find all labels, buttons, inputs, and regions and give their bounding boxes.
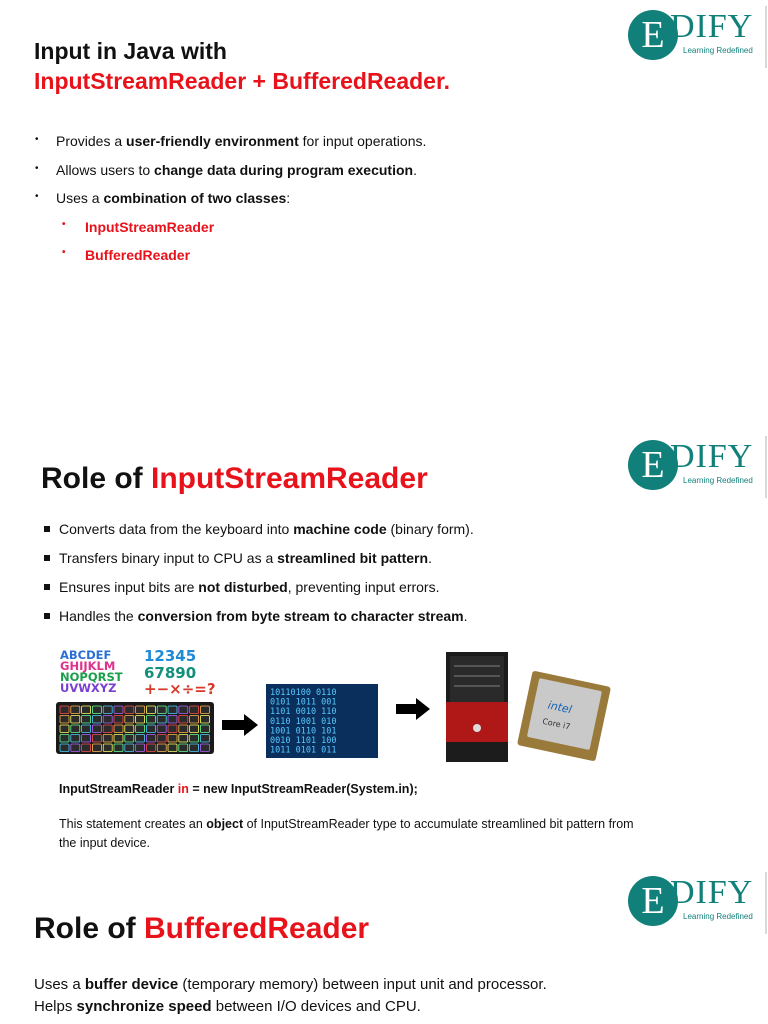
bullet-post: , preventing input errors. [287,579,440,595]
keyboard-key [146,744,155,752]
binary-row: 0110 1001 010 [270,716,337,727]
svg-text:ABCDEF: ABCDEF [60,648,112,662]
svg-text:12345: 12345 [144,647,197,665]
svg-text:NOPQRST: NOPQRST [60,670,123,684]
arrow-right-icon [396,698,430,720]
keyboard-key [92,744,101,752]
keyboard-key [60,716,69,724]
line-pre: Helps [34,998,77,1015]
line-bold: buffer device [84,976,179,993]
logo-tagline: Learning Redefined [683,476,753,485]
keyboard-key [136,744,145,752]
edify-logo [628,6,768,68]
input-flow-illustration [54,644,614,768]
cpu-brand: intel [546,698,573,717]
keyboard-key [114,735,123,743]
title-pre: Role of [34,912,144,945]
keyboard-key [60,706,69,714]
title-dot: . [443,68,451,94]
edify-logo [628,872,768,934]
keyboard-key [82,706,91,714]
bullet-post: : [286,190,291,206]
title-line-1: Input in Java with [34,38,227,64]
bullet-bold: conversion from byte stream to character stream [137,608,464,624]
computer-tower-icon [446,652,508,762]
keyboard-key [190,706,199,714]
bullet-dot: • [62,219,66,230]
rgb-keyboard-icon [56,702,214,754]
title-class: BufferedReader [144,912,370,945]
line-pre: Uses a [34,976,85,993]
binary-row: 1001 0110 101 [270,726,337,737]
keyboard-key [82,735,91,743]
keyboard-key [168,744,177,752]
keyboard-key [157,716,166,724]
alphabet-blocks-icon [60,648,123,695]
slide-title [34,36,450,96]
keyboard-key [114,744,123,752]
keyboard-key [103,735,112,743]
keyboard-key [125,716,134,724]
keyboard-key [71,725,80,733]
keyboard-key [114,716,123,724]
title-line-2 [34,66,450,96]
title-class: InputStreamReader [151,462,428,495]
binary-row: 10110100 0110 [270,688,337,698]
bullet-pre: Allows users to [56,162,155,178]
keyboard-key [60,735,69,743]
keyboard-key [103,725,112,733]
bullet-dot: • [62,247,66,258]
svg-text:GHIJKLM: GHIJKLM [60,659,116,673]
title-classes: InputStreamReader + BufferedReader [34,68,444,94]
keyboard-key [114,706,123,714]
keyboard-key [146,735,155,743]
bullet-dot: • [35,134,39,145]
svg-text:+−×÷=?: +−×÷=? [144,680,216,698]
keyboard-key [60,725,69,733]
keyboard-key [103,716,112,724]
line-post: between I/O devices and CPU. [211,998,421,1015]
keyboard-key [168,706,177,714]
keyboard-key [168,735,177,743]
logo-tagline: Learning Redefined [683,912,753,921]
logo-letter-e: E [628,440,678,490]
bullet-bold: not disturbed [198,579,288,595]
note-post: of InputStreamReader type to accumulate streamlined bit pattern from the input device. [59,817,634,850]
keyboard-key [146,716,155,724]
code-variable: in [177,782,189,796]
logo-tagline: Learning Redefined [683,46,753,55]
keyboard-key [179,744,188,752]
bullet-bold: change data during program execution [154,162,414,178]
keyboard-key [200,725,209,733]
bullet-bold: combination of two classes [103,190,287,206]
slide-title [41,462,428,496]
keyboard-key [92,725,101,733]
binary-row: 1011 0101 011 [270,745,337,756]
note-pre: This statement creates an [59,817,207,831]
slide-role-of-bufferedreader [0,866,768,1024]
title-pre: Role of [41,462,151,495]
keyboard-key [157,706,166,714]
keyboard-key [190,744,199,752]
bullet-dot: • [35,163,39,174]
svg-text:67890: 67890 [144,664,197,682]
logo-divider [765,872,767,934]
bullet-post: . [428,550,432,566]
keyboard-key [200,706,209,714]
bullet-post: . [463,608,468,624]
code-pre: InputStreamReader [59,782,178,796]
bullet-pre: Provides a [56,133,127,149]
bullet-pre: Uses a [56,190,104,206]
keyboard-key [92,716,101,724]
keyboard-key [103,706,112,714]
keyboard-key [146,725,155,733]
bullet-pre: Handles the [59,608,138,624]
body-line [34,998,421,1015]
sub-bullet-label: BufferedReader [85,247,191,263]
intel-cpu-icon [517,671,611,762]
svg-text:UVWXYZ: UVWXYZ [60,681,117,695]
bullet-bold: machine code [293,521,387,537]
bullet-pre: Converts data from the keyboard into [59,521,294,537]
numbers-blocks-icon [144,647,216,698]
keyboard-key [125,706,134,714]
keyboard-key [157,735,166,743]
slide-title [34,912,369,946]
square-bullet [44,555,50,561]
logo-divider [765,6,767,68]
keyboard-key [190,716,199,724]
keyboard-key [190,725,199,733]
body-line [34,976,547,993]
line-post: (temporary memory) between input unit and processor. [178,976,547,993]
keyboard-key [136,725,145,733]
bullet-bold: streamlined bit pattern [277,550,429,566]
line-bold: synchronize speed [76,998,212,1015]
keyboard-key [157,744,166,752]
keyboard-key [200,735,209,743]
keyboard-key [136,735,145,743]
keyboard-key [200,716,209,724]
bullet-post: . [413,162,417,178]
code-post: = new InputStreamReader(System.in); [188,782,418,796]
keyboard-key [92,706,101,714]
square-bullet [44,526,50,532]
logo-letter-e: E [628,10,678,60]
slide-role-of-inputstreamreader [0,432,768,864]
keyboard-key [71,744,80,752]
bullet-pre: Transfers binary input to CPU as a [59,550,278,566]
slide-input-in-java [0,0,768,430]
binary-code-screen-icon [266,684,378,758]
keyboard-key [136,716,145,724]
keyboard-key [125,725,134,733]
keyboard-key [190,735,199,743]
square-bullet [44,584,50,590]
keyboard-key [179,735,188,743]
keyboard-key [114,725,123,733]
binary-row: 1101 0010 110 [270,707,337,718]
keyboard-key [60,744,69,752]
keyboard-key [179,706,188,714]
keyboard-key [103,744,112,752]
edify-logo [628,436,768,498]
keyboard-key [200,744,209,752]
keyboard-key [146,706,155,714]
keyboard-key [82,744,91,752]
keyboard-key [168,725,177,733]
keyboard-key [168,716,177,724]
keyboard-key [157,725,166,733]
keyboard-key [179,725,188,733]
bullet-bold: user-friendly environment [126,133,299,149]
keyboard-key [82,716,91,724]
keyboard-key [136,706,145,714]
code-statement [59,782,418,796]
keyboard-key [71,735,80,743]
keyboard-key [92,735,101,743]
bullet-pre: Ensures input bits are [59,579,199,595]
keyboard-key [125,744,134,752]
square-bullet [44,613,50,619]
bullet-post: (binary form). [386,521,474,537]
logo-divider [765,436,767,498]
statement-explanation [59,815,639,853]
keyboard-key [71,716,80,724]
sub-bullet-label: InputStreamReader [85,219,215,235]
logo-word: DIFY [670,438,754,475]
cpu-model: Core i7 [541,716,572,732]
keyboard-key [71,706,80,714]
note-bold: object [206,817,244,831]
logo-word: DIFY [670,8,754,45]
binary-row: 0010 1101 100 [270,736,337,746]
keyboard-key [82,725,91,733]
logo-word: DIFY [670,874,754,911]
bullet-dot: • [35,191,39,202]
binary-row: 0101 1011 001 [270,697,337,708]
logo-letter-e: E [628,876,678,926]
keyboard-key [125,735,134,743]
arrow-right-icon [222,714,258,736]
bullet-post: for input operations. [298,133,427,149]
keyboard-key [179,716,188,724]
